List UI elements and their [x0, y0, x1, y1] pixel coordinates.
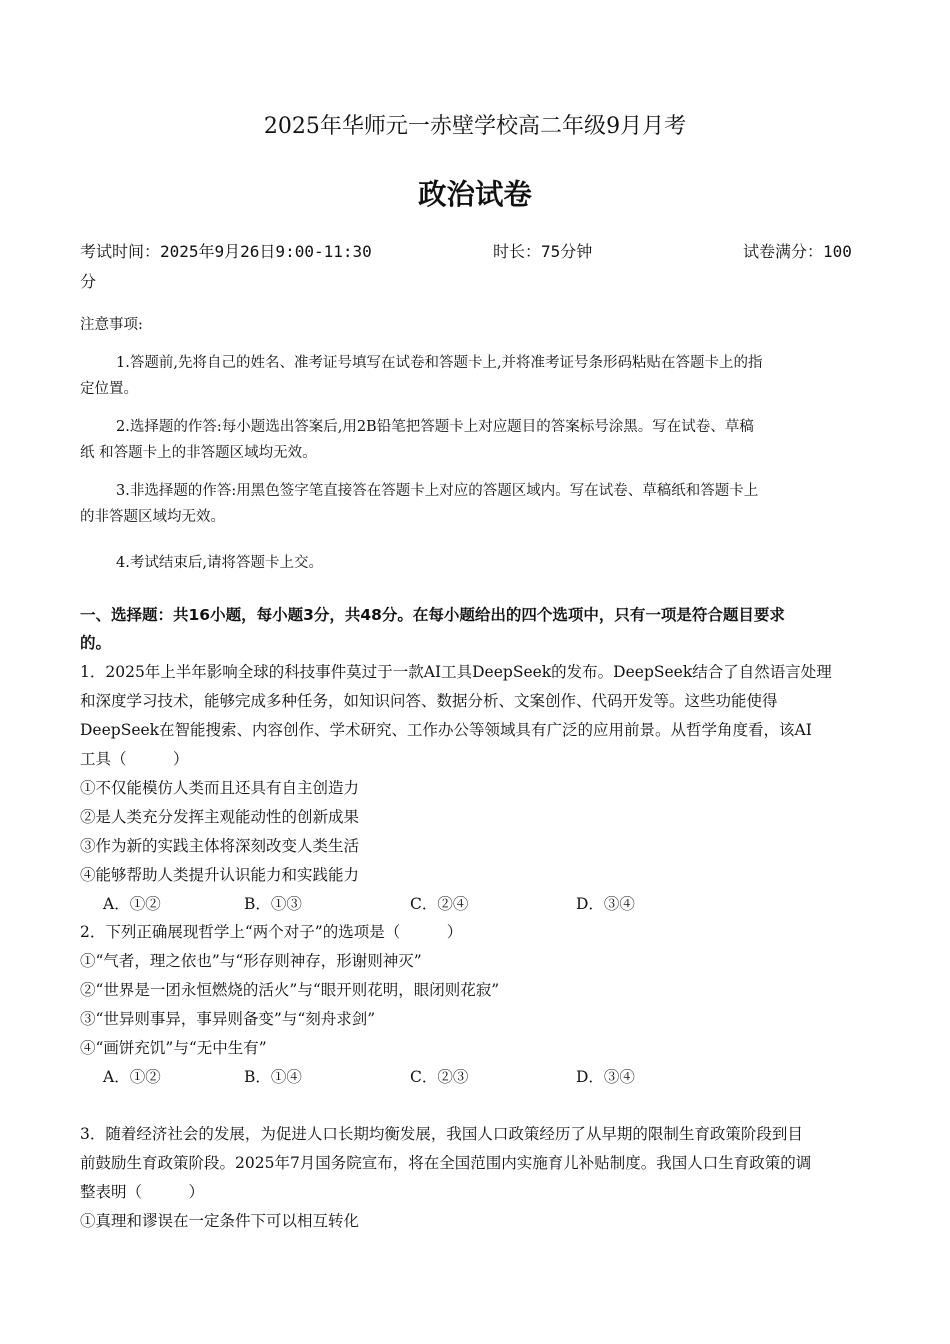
- notice-item-3: 3.非选择题的作答:用黑色签字笔直接答在答题卡上对应的答题区域内。写在试卷、草稿纸和答题卡上: [116, 483, 759, 499]
- question-3-statement-1: ①真理和谬误在一定条件下可以相互转化: [80, 1212, 360, 1230]
- question-1-option-a: A．①②: [103, 895, 161, 913]
- exam-title: 2025年华师元一赤壁学校高二年级9月月考: [263, 114, 687, 139]
- subject-title: 政治试卷: [418, 177, 532, 211]
- question-2-stem: 2．下列正确展现哲学上“两个对子”的选项是（ ）: [80, 923, 463, 941]
- exam-duration: 时长：75分钟: [493, 242, 593, 261]
- section-heading: 一、选择题：共16小题，每小题3分，共48分。在每小题给出的四个选项中，只有一项是符合题目要求: [80, 606, 785, 624]
- notice-item-1: 1.答题前,先将自己的姓名、准考证号填写在试卷和答题卡上,并将准考证号条形码粘贴在答题卡上的指: [116, 355, 763, 371]
- notice-item-3-cont: 的非答题区域均无效。: [80, 509, 225, 525]
- question-1-stem-3: DeepSeek在智能搜索、内容创作、学术研究、工作办公等领域具有广泛的应用前景。从哲学角度看，该AI: [80, 721, 812, 739]
- question-1-statement-4: ④能够帮助人类提升认识能力和实践能力: [80, 866, 360, 884]
- question-1-statement-1: ①不仅能模仿人类而且还具有自主创造力: [80, 779, 360, 797]
- full-score-unit: 分: [80, 272, 97, 291]
- question-3-stem-3: 整表明（ ）: [80, 1183, 205, 1201]
- question-2-statement-1: ①“气者，理之依也”与“形存则神存，形谢则神灭”: [80, 952, 422, 970]
- notice-heading: 注意事项:: [80, 317, 143, 333]
- notice-item-2-cont: 纸 和答题卡上的非答题区域均无效。: [80, 445, 317, 461]
- notice-item-2: 2.选择题的作答:每小题选出答案后,用2B铅笔把答题卡上对应题目的答案标号涂黑。写在试卷、草稿: [116, 419, 754, 435]
- question-2-statement-4: ④“画饼充饥”与“无中生有”: [80, 1039, 267, 1057]
- question-3-stem-2: 前鼓励生育政策阶段。2025年7月国务院宣布，将在全国范围内实施育儿补贴制度。我国人口生育政策的调: [80, 1154, 812, 1172]
- question-1-stem-4: 工具（ ）: [80, 750, 189, 768]
- question-1-stem: 1．2025年上半年影响全球的科技事件莫过于一款AI工具DeepSeek的发布。DeepSeek结合了自然语言处理: [80, 663, 832, 681]
- question-2-option-c: C．②③: [410, 1068, 469, 1086]
- notice-item-4: 4.考试结束后,请将答题卡上交。: [116, 555, 323, 571]
- question-1-stem-2: 和深度学习技术，能够完成多种任务，如知识问答、数据分析、文案创作、代码开发等。这些功能使得: [80, 692, 778, 710]
- question-1-statement-2: ②是人类充分发挥主观能动性的创新成果: [80, 808, 360, 826]
- question-1-option-d: D．③④: [576, 895, 635, 913]
- exam-time: 考试时间：2025年9月26日9:00-11:30: [80, 242, 372, 261]
- question-2-statement-3: ③“世异则事异，事异则备变”与“刻舟求剑”: [80, 1010, 376, 1028]
- question-1-option-c: C．②④: [410, 895, 469, 913]
- question-2-statement-2: ②“世界是一团永恒燃烧的活火”与“眼开则花明，眼闭则花寂”: [80, 981, 500, 999]
- question-3-stem: 3．随着经济社会的发展，为促进人口长期均衡发展，我国人口政策经历了从早期的限制生育政策阶段到目: [80, 1125, 803, 1143]
- question-1-option-b: B．①③: [244, 895, 302, 913]
- question-2-option-a: A．①②: [103, 1068, 161, 1086]
- full-score: 试卷满分：100: [743, 242, 852, 261]
- section-heading-cont: 的。: [80, 634, 112, 652]
- question-1-statement-3: ③作为新的实践主体将深刻改变人类生活: [80, 837, 360, 855]
- notice-item-1-cont: 定位置。: [80, 381, 138, 397]
- question-2-option-d: D．③④: [576, 1068, 635, 1086]
- question-2-option-b: B．①④: [244, 1068, 302, 1086]
